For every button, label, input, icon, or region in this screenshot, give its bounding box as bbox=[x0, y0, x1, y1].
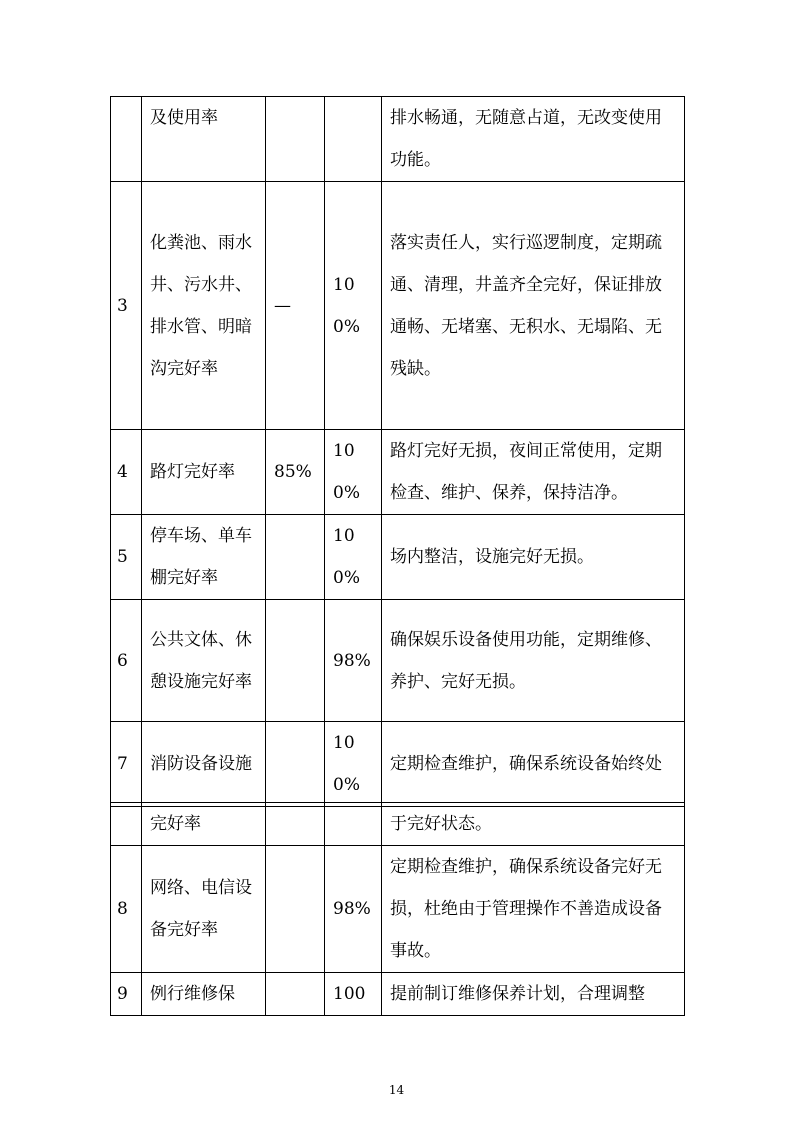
table-row bbox=[111, 846, 685, 973]
rate-value: 100% bbox=[325, 182, 382, 430]
description: 定期检查维护，确保系统设备完好无损，杜绝由于管理操作不善造成设备事故。 bbox=[382, 846, 685, 973]
row-number: 6 bbox=[111, 600, 142, 722]
rate-value bbox=[325, 97, 382, 182]
description: 提前制订维修保养计划，合理调整 bbox=[382, 973, 685, 1016]
rate-value: 98% bbox=[325, 846, 382, 973]
target-value bbox=[266, 803, 325, 846]
table-row bbox=[111, 803, 685, 846]
standards-table bbox=[110, 96, 685, 807]
target-value bbox=[266, 97, 325, 182]
rate-value: 100% bbox=[325, 515, 382, 600]
item-name: 化粪池、雨水井、污水井、排水管、明暗沟完好率 bbox=[142, 182, 266, 430]
rate-value: 100% bbox=[325, 430, 382, 515]
item-name: 例行维修保 bbox=[142, 973, 266, 1016]
description: 路灯完好无损，夜间正常使用，定期检查、维护、保养，保持洁净。 bbox=[382, 430, 685, 515]
target-value: — bbox=[266, 182, 325, 430]
target-value bbox=[266, 846, 325, 973]
item-name: 公共文体、休憩设施完好率 bbox=[142, 600, 266, 722]
rate-value: 100% bbox=[325, 722, 382, 807]
item-name: 消防设备设施 bbox=[142, 722, 266, 807]
description: 定期检查维护，确保系统设备始终处 bbox=[382, 722, 685, 807]
target-value bbox=[266, 722, 325, 807]
row-number: 7 bbox=[111, 722, 142, 807]
description: 落实责任人，实行巡逻制度，定期疏通、清理，井盖齐全完好，保证排放通畅、无堵塞、无积水、无塌陷、无残缺。 bbox=[382, 182, 685, 430]
standards-table-continued bbox=[110, 802, 685, 1016]
target-value: 85% bbox=[266, 430, 325, 515]
table-row bbox=[111, 600, 685, 722]
table-row bbox=[111, 182, 685, 430]
target-value bbox=[266, 515, 325, 600]
rate-value: 98% bbox=[325, 600, 382, 722]
row-number: 5 bbox=[111, 515, 142, 600]
table-row bbox=[111, 430, 685, 515]
row-number: 9 bbox=[111, 973, 142, 1016]
target-value bbox=[266, 973, 325, 1016]
description: 于完好状态。 bbox=[382, 803, 685, 846]
table-row bbox=[111, 973, 685, 1016]
row-number: 8 bbox=[111, 846, 142, 973]
row-number: 4 bbox=[111, 430, 142, 515]
page-number: 14 bbox=[388, 1083, 405, 1097]
description: 确保娱乐设备使用功能，定期维修、养护、完好无损。 bbox=[382, 600, 685, 722]
rate-value bbox=[325, 803, 382, 846]
table-row bbox=[111, 515, 685, 600]
item-name: 完好率 bbox=[142, 803, 266, 846]
rate-value: 100 bbox=[325, 973, 382, 1016]
row-number: 3 bbox=[111, 182, 142, 430]
item-name: 路灯完好率 bbox=[142, 430, 266, 515]
target-value bbox=[266, 600, 325, 722]
item-name: 网络、电信设备完好率 bbox=[142, 846, 266, 973]
row-number bbox=[111, 97, 142, 182]
item-name: 及使用率 bbox=[142, 97, 266, 182]
table-row bbox=[111, 722, 685, 807]
item-name: 停车场、单车棚完好率 bbox=[142, 515, 266, 600]
table-row bbox=[111, 97, 685, 182]
description: 排水畅通，无随意占道，无改变使用功能。 bbox=[382, 97, 685, 182]
description: 场内整洁，设施完好无损。 bbox=[382, 515, 685, 600]
row-number bbox=[111, 803, 142, 846]
